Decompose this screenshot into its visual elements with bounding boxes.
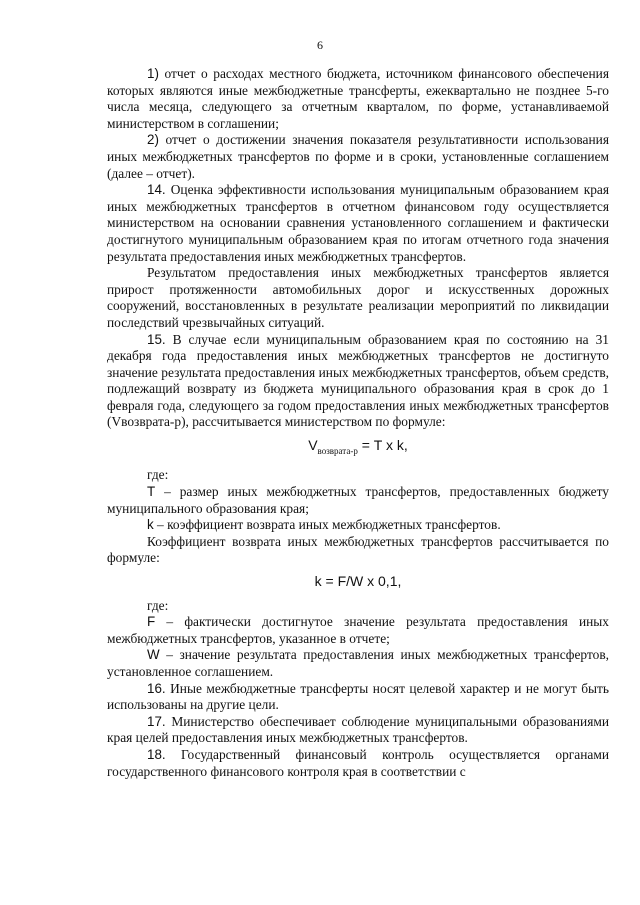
document-body xyxy=(107,66,609,780)
paragraph xyxy=(107,517,609,534)
paragraph-text: Государственный финансовый контроль осуществляется органами государственного финансового контроля края в соответствии с xyxy=(107,746,609,779)
paragraph-text: отчет о расходах местного бюджета, источником финансового обеспечения которых являются иные межбюджетные трансферты, ежеквартально не позднее 5-го числа месяца, следующего за отчетным кварталом, по форме, устанавливаемой министерством в соглашении; xyxy=(107,66,609,131)
paragraph xyxy=(107,484,609,517)
paragraph-group-a xyxy=(107,66,609,431)
formula-v-symbol: V xyxy=(308,437,318,454)
paragraph-label: 15. xyxy=(147,331,166,347)
paragraph xyxy=(107,66,609,132)
paragraph-label: W xyxy=(147,647,160,663)
paragraph xyxy=(107,598,609,615)
paragraph xyxy=(107,747,609,780)
paragraph-text: Коэффициент возврата иных межбюджетных трансфертов рассчитывается по формуле: xyxy=(107,533,609,566)
paragraph xyxy=(107,647,609,680)
paragraph xyxy=(107,714,609,747)
page-number: 6 xyxy=(317,38,323,52)
paragraph xyxy=(107,467,609,484)
formula-v-return xyxy=(107,437,609,459)
paragraph-text: Министерство обеспечивает соблюдение муниципальными образованиями края целей предоставления иных межбюджетных трансфертов. xyxy=(107,713,609,746)
paragraph-label: 14. xyxy=(147,182,166,198)
formula-v-rest: = T x k, xyxy=(357,437,408,454)
paragraph-text: – размер иных межбюджетных трансфертов, предоставленных бюджету муниципального образования края; xyxy=(107,484,609,516)
paragraph-text: Иные межбюджетные трансферты носят целевой характер и не могут быть использованы на другие цели. xyxy=(107,680,609,713)
paragraph-group-c xyxy=(107,598,609,781)
paragraph-label: F xyxy=(147,614,156,630)
paragraph-label: 2) xyxy=(147,132,159,148)
paragraph-text: отчет о достижении значения показателя результативности использования иных межбюджетных трансфертов по форме и в сроки, установленные соглашением (далее – отчет). xyxy=(107,132,609,181)
paragraph-text: Результатом предоставления иных межбюджетных трансфертов является прирост протяженности автомобильных дорог и искусственных дорожных сооружений, восстановленных в результате реализации мероприятий по ликвидации последствий чрезвычайных ситуаций. xyxy=(107,265,609,330)
paragraph-label: 1) xyxy=(147,66,159,81)
paragraph-label: k xyxy=(147,517,154,533)
formula-k: k = F/W x 0,1, xyxy=(314,573,402,590)
paragraph xyxy=(107,182,609,265)
paragraph-label: 18. xyxy=(147,746,166,762)
formula-v-subscript: возврата-р xyxy=(317,445,358,456)
paragraph-label: 17. xyxy=(147,713,166,729)
paragraph-group-b xyxy=(107,467,609,567)
paragraph-label: 16. xyxy=(147,680,166,696)
paragraph xyxy=(107,534,609,567)
paragraph-text: В случае если муниципальным образованием края по состоянию на 31 декабря года предоставления иных межбюджетных трансфертов не достигнуто значение результата предоставления иных межбюджетных трансфертов, объем средств, подлежащий возврату из бюджета муниципального образования края в срок до 1 февраля года, следующего за годом предоставления иных межбюджетных трансфертов (Vвозврата-р), рассчитывается министерством по формуле: xyxy=(107,331,609,430)
paragraph-text: – коэффициент возврата иных межбюджетных трансфертов. xyxy=(153,517,501,533)
paragraph-text: где: xyxy=(147,597,169,613)
paragraph-text: – значение результата предоставления иных межбюджетных трансфертов, установленное соглашением. xyxy=(107,647,609,679)
paragraph-text: – фактически достигнутое значение результата предоставления иных межбюджетных трансфертов, указанное в отчете; xyxy=(107,614,609,646)
paragraph xyxy=(107,681,609,714)
paragraph-text: Оценка эффективности использования муниципальным образованием края иных межбюджетных трансфертов в отчетном финансовом году осуществляется министерством на основании сравнения установленного соглашением и фактически достигнутого муниципальным образованием края по итогам отчетного года значения результата предоставления иных межбюджетных трансфертов. xyxy=(107,182,609,264)
paragraph-text: где: xyxy=(147,467,169,483)
paragraph xyxy=(107,614,609,647)
paragraph xyxy=(107,132,609,182)
paragraph xyxy=(107,332,609,432)
paragraph-label: T xyxy=(147,484,156,500)
paragraph xyxy=(107,265,609,331)
